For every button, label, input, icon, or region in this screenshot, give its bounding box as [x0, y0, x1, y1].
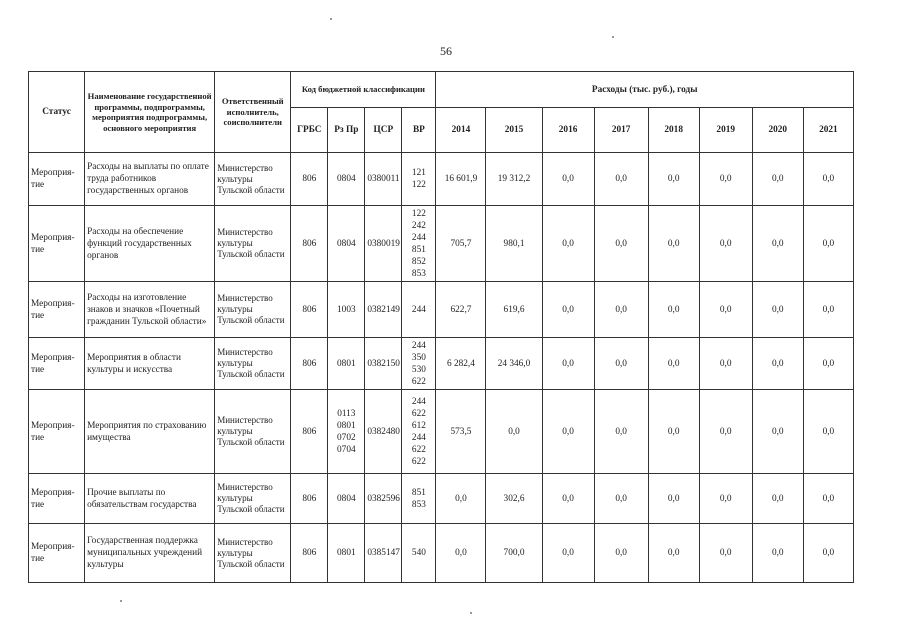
- table-row: [29, 524, 854, 583]
- value-cell-2020: 0,0: [752, 338, 803, 390]
- executor-cell: Министерство культуры Тульской области: [215, 282, 291, 338]
- vr-cell-line: 853: [411, 499, 426, 510]
- grbs-cell: 806: [291, 390, 328, 474]
- status-cell: Мероприя-тие: [29, 153, 85, 206]
- table-body: [29, 153, 854, 583]
- value-cell-2019: 0,0: [699, 282, 752, 338]
- grbs-cell: 806: [291, 524, 328, 583]
- scan-speck: [612, 36, 614, 38]
- header-code-grbs: ГРБС: [291, 108, 328, 153]
- table-row: [29, 282, 854, 338]
- grbs-cell: 806: [291, 474, 328, 524]
- value-cell-2020: 0,0: [752, 524, 803, 583]
- rzpr-cell: [328, 474, 365, 524]
- table-row: [29, 338, 854, 390]
- status-cell: Мероприя-тие: [29, 338, 85, 390]
- vr-cell: [402, 153, 436, 206]
- grbs-cell: 806: [291, 338, 328, 390]
- value-cell-2018: 0,0: [648, 338, 699, 390]
- executor-cell: Министерство культуры Тульской области: [215, 206, 291, 282]
- value-cell-2014: 0,0: [436, 524, 486, 583]
- header-code-csr: ЦСР: [365, 108, 402, 153]
- rzpr-cell-line: 0113: [337, 408, 356, 419]
- event-name-cell: Расходы на изготовление знаков и значков «Почетный гражданин Тульской области»: [85, 282, 215, 338]
- value-cell-2020: 0,0: [752, 153, 803, 206]
- vr-cell-line: 244: [411, 396, 426, 407]
- event-name-cell: Расходы на выплаты по оплате труда работников государственных органов: [85, 153, 215, 206]
- header-year-2019: 2019: [699, 108, 752, 153]
- rzpr-cell: [328, 524, 365, 583]
- rzpr-cell-line: 1003: [337, 304, 356, 315]
- vr-cell: [402, 338, 436, 390]
- value-cell-2017: 0,0: [594, 524, 648, 583]
- value-cell-2016: 0,0: [542, 153, 594, 206]
- vr-cell-line: 350: [411, 352, 426, 363]
- value-cell-2016: 0,0: [542, 206, 594, 282]
- vr-cell-line: 852: [411, 256, 426, 267]
- value-cell-2016: 0,0: [542, 282, 594, 338]
- table-row: [29, 474, 854, 524]
- vr-cell-line: 244: [411, 340, 426, 351]
- vr-cell-line: 540: [411, 548, 426, 558]
- rzpr-cell-line: 0704: [337, 444, 356, 455]
- value-cell-2015: 19 312,2: [486, 153, 542, 206]
- executor-cell: Министерство культуры Тульской области: [215, 153, 291, 206]
- table-row: [29, 153, 854, 206]
- event-name-cell: Прочие выплаты по обязательствам государства: [85, 474, 215, 524]
- header-year-2014: 2014: [436, 108, 486, 153]
- vr-cell: [402, 390, 436, 474]
- header-year-2017: 2017: [594, 108, 648, 153]
- value-cell-2019: 0,0: [699, 524, 752, 583]
- value-cell-2019: 0,0: [699, 338, 752, 390]
- rzpr-cell: [328, 206, 365, 282]
- event-name-cell: Расходы на обеспечение функций государственных органов: [85, 206, 215, 282]
- value-cell-2017: 0,0: [594, 153, 648, 206]
- value-cell-2021: 0,0: [803, 390, 853, 474]
- header-budget-code: Код бюджетной классификации: [291, 72, 436, 108]
- header-name: Наименование государственной программы, подпрограммы, мероприятия подпрограммы, основного мероприятия: [85, 72, 215, 153]
- header-executor: Ответственный исполнитель, соисполнители: [215, 72, 291, 153]
- vr-cell: [402, 206, 436, 282]
- header-code-vr: ВР: [402, 108, 436, 153]
- vr-cell-line: 242: [411, 220, 426, 231]
- vr-cell-line: 122: [411, 180, 426, 190]
- value-cell-2014: 0,0: [436, 474, 486, 524]
- value-cell-2018: 0,0: [648, 153, 699, 206]
- grbs-cell: 806: [291, 153, 328, 206]
- event-name-cell: Мероприятия в области культуры и искусства: [85, 338, 215, 390]
- vr-cell-line: 530: [411, 364, 426, 375]
- rzpr-cell-line: 0801: [337, 420, 356, 431]
- rzpr-cell-line: 0801: [337, 548, 356, 558]
- status-cell: Мероприя-тие: [29, 206, 85, 282]
- page-number: 56: [440, 44, 452, 58]
- value-cell-2015: 24 346,0: [486, 338, 542, 390]
- vr-cell-line: 622: [411, 444, 426, 455]
- executor-cell: Министерство культуры Тульской области: [215, 474, 291, 524]
- rzpr-cell: [328, 153, 365, 206]
- vr-cell-line: 122: [411, 208, 426, 219]
- header-year-2021: 2021: [803, 108, 853, 153]
- rzpr-cell: [328, 338, 365, 390]
- header-status: Статус: [29, 72, 85, 153]
- header-code-rzpr: Рз Пр: [328, 108, 365, 153]
- rzpr-cell-line: 0804: [337, 174, 356, 184]
- event-name-cell: Государственная поддержка муниципальных учреждений культуры: [85, 524, 215, 583]
- value-cell-2015: 700,0: [486, 524, 542, 583]
- value-cell-2015: 980,1: [486, 206, 542, 282]
- executor-cell: Министерство культуры Тульской области: [215, 390, 291, 474]
- value-cell-2018: 0,0: [648, 524, 699, 583]
- value-cell-2017: 0,0: [594, 474, 648, 524]
- value-cell-2020: 0,0: [752, 282, 803, 338]
- vr-cell-line: 622: [411, 456, 426, 467]
- vr-cell-line: 851: [411, 244, 426, 255]
- csr-cell: 0385147: [365, 524, 402, 583]
- value-cell-2015: 302,6: [486, 474, 542, 524]
- scan-speck: [470, 612, 472, 614]
- value-cell-2021: 0,0: [803, 338, 853, 390]
- vr-cell-line: 244: [411, 304, 426, 315]
- header-year-2018: 2018: [648, 108, 699, 153]
- status-cell: Мероприя-тие: [29, 282, 85, 338]
- value-cell-2019: 0,0: [699, 390, 752, 474]
- budget-table: [28, 71, 854, 583]
- executor-cell: Министерство культуры Тульской области: [215, 338, 291, 390]
- value-cell-2021: 0,0: [803, 474, 853, 524]
- vr-cell-line: 853: [411, 268, 426, 279]
- vr-cell-line: 622: [411, 376, 426, 387]
- value-cell-2014: 6 282,4: [436, 338, 486, 390]
- value-cell-2015: 0,0: [486, 390, 542, 474]
- value-cell-2018: 0,0: [648, 282, 699, 338]
- value-cell-2019: 0,0: [699, 206, 752, 282]
- rzpr-cell-line: 0702: [337, 432, 356, 443]
- scan-speck: [120, 600, 122, 602]
- value-cell-2021: 0,0: [803, 206, 853, 282]
- rzpr-cell: [328, 390, 365, 474]
- header-year-2015: 2015: [486, 108, 542, 153]
- table-row: [29, 206, 854, 282]
- value-cell-2020: 0,0: [752, 474, 803, 524]
- scan-speck: [330, 18, 332, 20]
- executor-cell: Министерство культуры Тульской области: [215, 524, 291, 583]
- vr-cell: [402, 524, 436, 583]
- value-cell-2017: 0,0: [594, 338, 648, 390]
- value-cell-2016: 0,0: [542, 390, 594, 474]
- value-cell-2014: 705,7: [436, 206, 486, 282]
- csr-cell: 0382596: [365, 474, 402, 524]
- value-cell-2021: 0,0: [803, 282, 853, 338]
- status-cell: Мероприя-тие: [29, 474, 85, 524]
- value-cell-2017: 0,0: [594, 206, 648, 282]
- rzpr-cell: [328, 282, 365, 338]
- vr-cell: [402, 474, 436, 524]
- value-cell-2019: 0,0: [699, 474, 752, 524]
- value-cell-2020: 0,0: [752, 206, 803, 282]
- vr-cell-line: 244: [411, 432, 426, 443]
- value-cell-2018: 0,0: [648, 390, 699, 474]
- status-cell: Мероприя-тие: [29, 390, 85, 474]
- vr-cell: [402, 282, 436, 338]
- csr-cell: 0380011: [365, 153, 402, 206]
- csr-cell: 0382149: [365, 282, 402, 338]
- grbs-cell: 806: [291, 206, 328, 282]
- value-cell-2017: 0,0: [594, 390, 648, 474]
- value-cell-2018: 0,0: [648, 206, 699, 282]
- value-cell-2014: 622,7: [436, 282, 486, 338]
- status-cell: Мероприя-тие: [29, 524, 85, 583]
- vr-cell-line: 121: [411, 168, 426, 178]
- event-name-cell: Мероприятия по страхованию имущества: [85, 390, 215, 474]
- csr-cell: 0382480: [365, 390, 402, 474]
- value-cell-2020: 0,0: [752, 390, 803, 474]
- header-expenses: Расходы (тыс. руб.), годы: [436, 72, 854, 108]
- vr-cell-line: 622: [411, 408, 426, 419]
- vr-cell-line: 851: [411, 487, 426, 498]
- rzpr-cell-line: 0804: [337, 493, 356, 504]
- value-cell-2015: 619,6: [486, 282, 542, 338]
- value-cell-2014: 16 601,9: [436, 153, 486, 206]
- rzpr-cell-line: 0804: [337, 238, 356, 249]
- value-cell-2016: 0,0: [542, 524, 594, 583]
- value-cell-2017: 0,0: [594, 282, 648, 338]
- value-cell-2021: 0,0: [803, 153, 853, 206]
- csr-cell: 0382150: [365, 338, 402, 390]
- value-cell-2021: 0,0: [803, 524, 853, 583]
- value-cell-2019: 0,0: [699, 153, 752, 206]
- rzpr-cell-line: 0801: [337, 358, 356, 369]
- value-cell-2016: 0,0: [542, 474, 594, 524]
- grbs-cell: 806: [291, 282, 328, 338]
- value-cell-2018: 0,0: [648, 474, 699, 524]
- header-year-2020: 2020: [752, 108, 803, 153]
- value-cell-2016: 0,0: [542, 338, 594, 390]
- vr-cell-line: 244: [411, 232, 426, 243]
- table-row: [29, 390, 854, 474]
- csr-cell: 0380019: [365, 206, 402, 282]
- header-year-2016: 2016: [542, 108, 594, 153]
- value-cell-2014: 573,5: [436, 390, 486, 474]
- vr-cell-line: 612: [411, 420, 426, 431]
